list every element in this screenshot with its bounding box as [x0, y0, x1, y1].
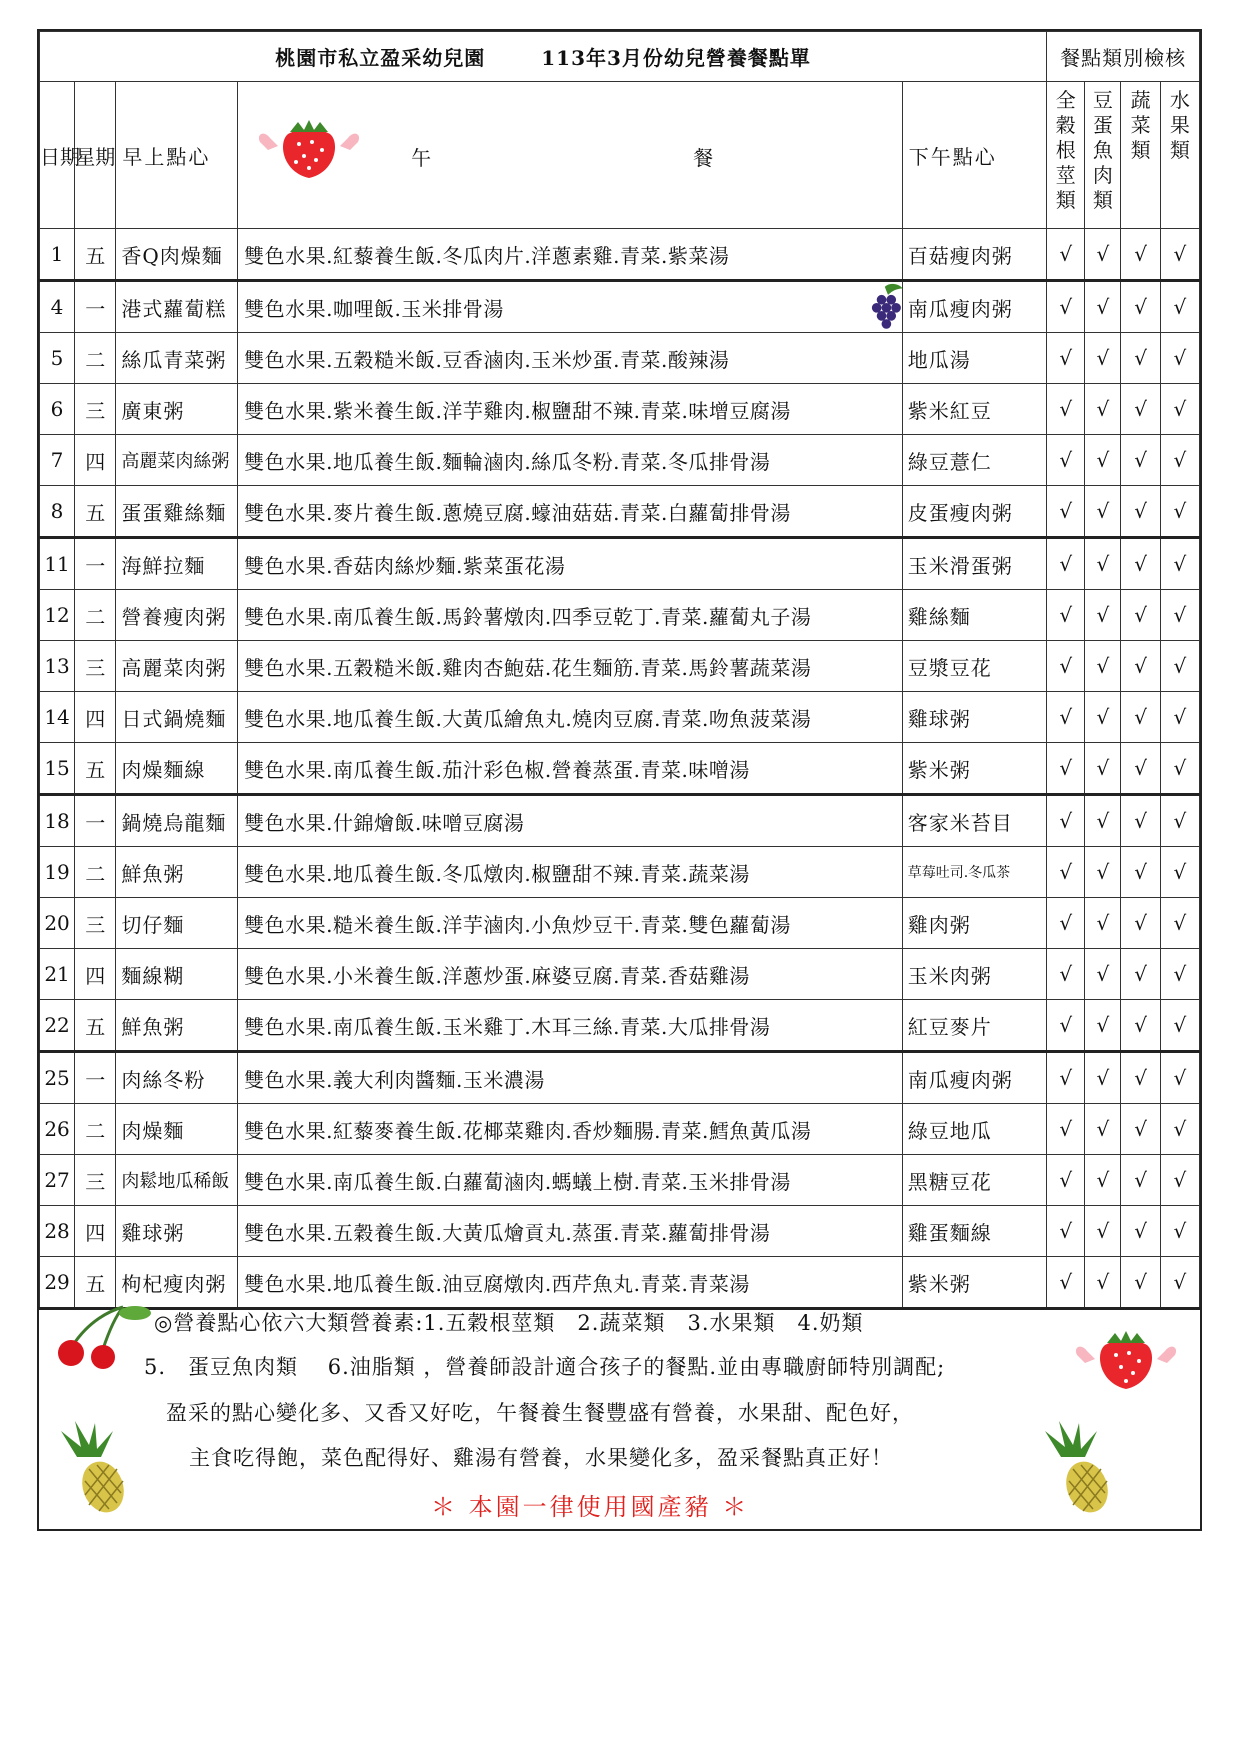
table-row [40, 847, 1200, 898]
lunch-header [238, 82, 903, 229]
lunch-cell: 雙色水果.紫米養生飯.洋芋雞肉.椒鹽甜不辣.青菜.味增豆腐湯 [238, 384, 903, 435]
grains-check: √ [1047, 333, 1085, 384]
afternoon-snack-cell: 雞球粥 [902, 692, 1047, 743]
month-title: 113年3月份幼兒營養餐點單 [541, 46, 811, 70]
grains-check: √ [1047, 898, 1085, 949]
afternoon-snack-cell: 紫米紅豆 [902, 384, 1047, 435]
grains-check: √ [1047, 1257, 1085, 1309]
table-row [40, 1155, 1200, 1206]
morning-snack-cell: 香Q肉燥麵 [116, 229, 238, 281]
protein-check: √ [1085, 1257, 1121, 1309]
date-header: 日期 [40, 82, 75, 229]
table-row [40, 229, 1200, 281]
weekday-cell: 五 [75, 1000, 116, 1052]
lunch-cell: 雙色水果.小米養生飯.洋蔥炒蛋.麻婆豆腐.青菜.香菇雞湯 [238, 949, 903, 1000]
vegetable-check: √ [1121, 1155, 1160, 1206]
date-cell: 27 [40, 1155, 75, 1206]
vegetable-check: √ [1121, 1257, 1160, 1309]
afternoon-snack-cell: 綠豆薏仁 [902, 435, 1047, 486]
fruit-check: √ [1160, 1052, 1199, 1104]
fruit-check: √ [1160, 1155, 1199, 1206]
table-row [40, 949, 1200, 1000]
protein-check: √ [1085, 333, 1121, 384]
weekday-header: 星期 [75, 82, 116, 229]
protein-check: √ [1085, 795, 1121, 847]
grains-check: √ [1047, 1052, 1085, 1104]
date-cell: 4 [40, 281, 75, 333]
protein-check: √ [1085, 847, 1121, 898]
vegetable-header: 蔬 菜 類 [1121, 82, 1160, 229]
afternoon-snack-cell: 綠豆地瓜 [902, 1104, 1047, 1155]
protein-check: √ [1085, 1000, 1121, 1052]
lunch-cell: 雙色水果.地瓜養生飯.大黃瓜繪魚丸.燒肉豆腐.青菜.吻魚菠菜湯 [238, 692, 903, 743]
morning-snack-cell: 枸杞瘦肉粥 [116, 1257, 238, 1309]
grains-check: √ [1047, 795, 1085, 847]
morning-snack-cell: 營養瘦肉粥 [116, 590, 238, 641]
afternoon-snack-cell: 豆漿豆花 [902, 641, 1047, 692]
table-row [40, 743, 1200, 795]
protein-check: √ [1085, 229, 1121, 281]
protein-check: √ [1085, 538, 1121, 590]
vegetable-check: √ [1121, 898, 1160, 949]
afternoon-snack-cell: 草莓吐司.冬瓜茶 [902, 847, 1047, 898]
weekday-cell: 五 [75, 486, 116, 538]
fruit-check: √ [1160, 743, 1199, 795]
weekday-cell: 四 [75, 949, 116, 1000]
menu-sheet [37, 29, 1202, 1531]
fruit-check: √ [1160, 1206, 1199, 1257]
grains-check: √ [1047, 1206, 1085, 1257]
lunch-cell: 雙色水果.咖哩飯.玉米排骨湯 [238, 281, 903, 333]
check-title: 餐點類別檢核 [1047, 32, 1200, 82]
protein-check: √ [1085, 486, 1121, 538]
table-row [40, 1052, 1200, 1104]
lunch-cell: 雙色水果.地瓜養生飯.冬瓜燉肉.椒鹽甜不辣.青菜.蔬菜湯 [238, 847, 903, 898]
protein-check: √ [1085, 1052, 1121, 1104]
date-cell: 18 [40, 795, 75, 847]
vegetable-check: √ [1121, 692, 1160, 743]
vegetable-check: √ [1121, 384, 1160, 435]
weekday-cell: 三 [75, 384, 116, 435]
date-cell: 26 [40, 1104, 75, 1155]
protein-check: √ [1085, 1104, 1121, 1155]
grains-check: √ [1047, 743, 1085, 795]
morning-snack-cell: 鮮魚粥 [116, 1000, 238, 1052]
grains-header: 全 穀 根 莖 類 [1047, 82, 1085, 229]
table-row [40, 692, 1200, 743]
morning-snack-cell: 高麗菜肉絲粥 [116, 435, 238, 486]
school-name: 桃園市私立盈采幼兒園 [275, 46, 486, 70]
morning-snack-cell: 肉燥麵線 [116, 743, 238, 795]
table-row [40, 486, 1200, 538]
protein-check: √ [1085, 1206, 1121, 1257]
morning-snack-cell: 高麗菜肉粥 [116, 641, 238, 692]
date-cell: 14 [40, 692, 75, 743]
protein-check: √ [1085, 641, 1121, 692]
grains-check: √ [1047, 229, 1085, 281]
pineapple-icon [55, 1417, 135, 1517]
weekday-cell: 四 [75, 1206, 116, 1257]
weekday-cell: 四 [75, 692, 116, 743]
table-row [40, 898, 1200, 949]
afternoon-snack-cell: 百菇瘦肉粥 [902, 229, 1047, 281]
lunch-cell: 雙色水果.五穀糙米飯.雞肉杏鮑菇.花生麵筋.青菜.馬鈴薯蔬菜湯 [238, 641, 903, 692]
afternoon-snack-cell: 玉米滑蛋粥 [902, 538, 1047, 590]
grains-check: √ [1047, 590, 1085, 641]
protein-check: √ [1085, 435, 1121, 486]
table-row [40, 333, 1200, 384]
afternoon-snack-cell: 地瓜湯 [902, 333, 1047, 384]
weekday-cell: 三 [75, 641, 116, 692]
morning-snack-cell: 麵線糊 [116, 949, 238, 1000]
date-cell: 13 [40, 641, 75, 692]
date-cell: 20 [40, 898, 75, 949]
morning-snack-cell: 海鮮拉麵 [116, 538, 238, 590]
date-cell: 25 [40, 1052, 75, 1104]
lunch-cell: 雙色水果.什錦燴飯.味噌豆腐湯 [238, 795, 903, 847]
vegetable-check: √ [1121, 229, 1160, 281]
fruit-check: √ [1160, 1257, 1199, 1309]
date-cell: 5 [40, 333, 75, 384]
vegetable-check: √ [1121, 435, 1160, 486]
afternoon-snack-cell: 雞絲麵 [902, 590, 1047, 641]
table-row [40, 795, 1200, 847]
protein-check: √ [1085, 384, 1121, 435]
date-cell: 29 [40, 1257, 75, 1309]
grains-check: √ [1047, 384, 1085, 435]
strawberry-icon [254, 112, 364, 182]
morning-snack-cell: 港式蘿蔔糕 [116, 281, 238, 333]
table-row [40, 384, 1200, 435]
morning-snack-cell: 廣東粥 [116, 384, 238, 435]
lunch-cell: 雙色水果.南瓜養生飯.白蘿蔔滷肉.螞蟻上樹.青菜.玉米排骨湯 [238, 1155, 903, 1206]
footer-line-3: 盈采的點心變化多、又香又好吃，午餐養生餐豐盛有營養，水果甜、配色好， [166, 1401, 914, 1425]
pork-notice: ＊ 本園一律使用國產豬 ＊ [431, 1493, 750, 1521]
fruit-check: √ [1160, 692, 1199, 743]
grains-check: √ [1047, 641, 1085, 692]
grains-check: √ [1047, 281, 1085, 333]
lunch-cell: 雙色水果.五穀糙米飯.豆香滷肉.玉米炒蛋.青菜.酸辣湯 [238, 333, 903, 384]
morning-snack-cell: 蛋蛋雞絲麵 [116, 486, 238, 538]
grains-check: √ [1047, 486, 1085, 538]
grains-check: √ [1047, 538, 1085, 590]
morning-snack-cell: 鮮魚粥 [116, 847, 238, 898]
grains-check: √ [1047, 847, 1085, 898]
fruit-check: √ [1160, 949, 1199, 1000]
fruit-check: √ [1160, 435, 1199, 486]
vegetable-check: √ [1121, 538, 1160, 590]
fruit-check: √ [1160, 538, 1199, 590]
table-row [40, 281, 1200, 333]
fruit-check: √ [1160, 1104, 1199, 1155]
weekday-cell: 一 [75, 1052, 116, 1104]
pineapple-icon [1039, 1417, 1119, 1517]
protein-header: 豆 蛋 魚 肉 類 [1085, 82, 1121, 229]
morning-snack-cell: 絲瓜青菜粥 [116, 333, 238, 384]
morning-snack-cell: 雞球粥 [116, 1206, 238, 1257]
grains-check: √ [1047, 435, 1085, 486]
date-cell: 21 [40, 949, 75, 1000]
vegetable-check: √ [1121, 949, 1160, 1000]
afternoon-snack-cell: 紫米粥 [902, 743, 1047, 795]
cherry-icon [49, 1301, 159, 1371]
fruit-check: √ [1160, 847, 1199, 898]
weekday-cell: 五 [75, 1257, 116, 1309]
afternoon-snack-cell: 黑糖豆花 [902, 1155, 1047, 1206]
weekday-cell: 二 [75, 1104, 116, 1155]
afternoon-snack-cell: 紫米粥 [902, 1257, 1047, 1309]
date-cell: 12 [40, 590, 75, 641]
table-row [40, 538, 1200, 590]
table-row [40, 1104, 1200, 1155]
afternoon-snack-cell: 南瓜瘦肉粥 [902, 1052, 1047, 1104]
date-cell: 28 [40, 1206, 75, 1257]
morning-snack-cell: 鍋燒烏龍麵 [116, 795, 238, 847]
date-cell: 19 [40, 847, 75, 898]
lunch-cell: 雙色水果.糙米養生飯.洋芋滷肉.小魚炒豆干.青菜.雙色蘿蔔湯 [238, 898, 903, 949]
grains-check: √ [1047, 692, 1085, 743]
grains-check: √ [1047, 1155, 1085, 1206]
fruit-check: √ [1160, 641, 1199, 692]
vegetable-check: √ [1121, 486, 1160, 538]
date-cell: 22 [40, 1000, 75, 1052]
fruit-header: 水 果 類 [1160, 82, 1199, 229]
morning-snack-cell: 切仔麵 [116, 898, 238, 949]
morning-snack-header: 早上點心 [116, 82, 238, 229]
weekday-cell: 一 [75, 795, 116, 847]
fruit-check: √ [1160, 795, 1199, 847]
fruit-check: √ [1160, 590, 1199, 641]
date-cell: 7 [40, 435, 75, 486]
lunch-header-label-1: 午 [411, 146, 432, 170]
grains-check: √ [1047, 1000, 1085, 1052]
weekday-cell: 二 [75, 333, 116, 384]
morning-snack-cell: 肉燥麵 [116, 1104, 238, 1155]
weekday-cell: 四 [75, 435, 116, 486]
afternoon-snack-cell: 皮蛋瘦肉粥 [902, 486, 1047, 538]
vegetable-check: √ [1121, 1104, 1160, 1155]
protein-check: √ [1085, 898, 1121, 949]
table-row [40, 435, 1200, 486]
morning-snack-cell: 肉鬆地瓜稀飯 [116, 1155, 238, 1206]
table-row [40, 641, 1200, 692]
vegetable-check: √ [1121, 281, 1160, 333]
lunch-cell: 雙色水果.地瓜養生飯.油豆腐燉肉.西芹魚丸.青菜.青菜湯 [238, 1257, 903, 1309]
vegetable-check: √ [1121, 1206, 1160, 1257]
afternoon-snack-cell: 雞肉粥 [902, 898, 1047, 949]
table-row [40, 590, 1200, 641]
date-cell: 6 [40, 384, 75, 435]
lunch-cell: 雙色水果.麥片養生飯.蔥燒豆腐.蠔油菇菇.青菜.白蘿蔔排骨湯 [238, 486, 903, 538]
vegetable-check: √ [1121, 333, 1160, 384]
fruit-check: √ [1160, 229, 1199, 281]
afternoon-snack-cell: 南瓜瘦肉粥 [902, 281, 1047, 333]
footer-line-2: 5. 蛋豆魚肉類 6.油脂類 ，營養師設計適合孩子的餐點.並由專職廚師特別調配; [144, 1355, 946, 1379]
date-cell: 11 [40, 538, 75, 590]
protein-check: √ [1085, 949, 1121, 1000]
lunch-cell: 雙色水果.南瓜養生飯.馬鈴薯燉肉.四季豆乾丁.青菜.蘿蔔丸子湯 [238, 590, 903, 641]
fruit-check: √ [1160, 898, 1199, 949]
fruit-check: √ [1160, 333, 1199, 384]
lunch-cell: 雙色水果.五穀養生飯.大黃瓜燴貢丸.蒸蛋.青菜.蘿蔔排骨湯 [238, 1206, 903, 1257]
weekday-cell: 五 [75, 743, 116, 795]
lunch-cell: 雙色水果.南瓜養生飯.玉米雞丁.木耳三絲.青菜.大瓜排骨湯 [238, 1000, 903, 1052]
vegetable-check: √ [1121, 1000, 1160, 1052]
grains-check: √ [1047, 1104, 1085, 1155]
weekday-cell: 二 [75, 847, 116, 898]
date-cell: 15 [40, 743, 75, 795]
grape-icon [866, 282, 910, 332]
afternoon-snack-header: 下午點心 [902, 82, 1047, 229]
afternoon-snack-cell: 雞蛋麵線 [902, 1206, 1047, 1257]
vegetable-check: √ [1121, 590, 1160, 641]
weekday-cell: 三 [75, 1155, 116, 1206]
fruit-check: √ [1160, 1000, 1199, 1052]
protein-check: √ [1085, 1155, 1121, 1206]
fruit-check: √ [1160, 281, 1199, 333]
weekday-cell: 一 [75, 281, 116, 333]
lunch-cell: 雙色水果.南瓜養生飯.茄汁彩色椒.營養蒸蛋.青菜.味噌湯 [238, 743, 903, 795]
morning-snack-cell: 肉絲冬粉 [116, 1052, 238, 1104]
protein-check: √ [1085, 590, 1121, 641]
lunch-cell: 雙色水果.紅藜麥養生飯.花椰菜雞肉.香炒麵腸.青菜.鱈魚黃瓜湯 [238, 1104, 903, 1155]
page-title [40, 32, 1047, 82]
menu-rows [40, 229, 1200, 1309]
weekday-cell: 三 [75, 898, 116, 949]
table-row [40, 1000, 1200, 1052]
vegetable-check: √ [1121, 847, 1160, 898]
footer-line-1: ◎營養點心依六大類營養素:1.五穀根莖類 2.蔬菜類 3.水果類 4.奶類 [154, 1311, 864, 1335]
vegetable-check: √ [1121, 1052, 1160, 1104]
footer-notes [39, 1293, 1200, 1529]
weekday-cell: 一 [75, 538, 116, 590]
table-row [40, 1206, 1200, 1257]
footer-line-4: 主食吃得飽，菜色配得好、雞湯有營養，水果變化多，盈采餐點真正好！ [189, 1446, 893, 1470]
lunch-cell: 雙色水果.義大利肉醬麵.玉米濃湯 [238, 1052, 903, 1104]
strawberry-icon [1071, 1321, 1181, 1391]
menu-table [39, 31, 1200, 1310]
fruit-check: √ [1160, 384, 1199, 435]
protein-check: √ [1085, 281, 1121, 333]
date-cell: 1 [40, 229, 75, 281]
vegetable-check: √ [1121, 743, 1160, 795]
lunch-cell: 雙色水果.香菇肉絲炒麵.紫菜蛋花湯 [238, 538, 903, 590]
date-cell: 8 [40, 486, 75, 538]
morning-snack-cell: 日式鍋燒麵 [116, 692, 238, 743]
grains-check: √ [1047, 949, 1085, 1000]
vegetable-check: √ [1121, 641, 1160, 692]
lunch-cell: 雙色水果.地瓜養生飯.麵輪滷肉.絲瓜冬粉.青菜.冬瓜排骨湯 [238, 435, 903, 486]
afternoon-snack-cell: 紅豆麥片 [902, 1000, 1047, 1052]
lunch-header-label-2: 餐 [693, 146, 714, 170]
lunch-cell: 雙色水果.紅藜養生飯.冬瓜肉片.洋蔥素雞.青菜.紫菜湯 [238, 229, 903, 281]
vegetable-check: √ [1121, 795, 1160, 847]
afternoon-snack-cell: 玉米肉粥 [902, 949, 1047, 1000]
protein-check: √ [1085, 743, 1121, 795]
afternoon-snack-cell: 客家米苔目 [902, 795, 1047, 847]
fruit-check: √ [1160, 486, 1199, 538]
protein-check: √ [1085, 692, 1121, 743]
weekday-cell: 二 [75, 590, 116, 641]
weekday-cell: 五 [75, 229, 116, 281]
